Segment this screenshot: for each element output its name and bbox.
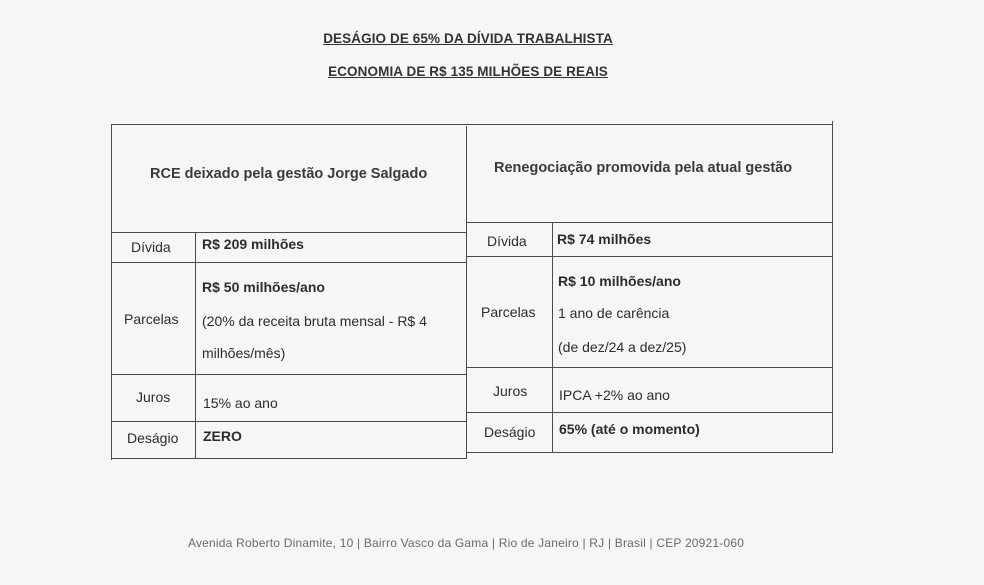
right-divida-label: Dívida — [487, 233, 527, 249]
left-desagio-value: ZERO — [203, 428, 242, 444]
left-parcelas-line-2: (20% da receita bruta mensal - R$ 4 — [202, 313, 427, 329]
right-row-line-3 — [466, 367, 833, 368]
left-juros-label: Juros — [136, 389, 171, 405]
right-desagio-value: 65% (até o momento) — [559, 421, 700, 437]
heading-line-2: ECONOMIA DE R$ 135 MILHÕES DE REAIS — [328, 64, 608, 79]
left-row-line-3 — [111, 374, 467, 375]
left-juros-value: 15% ao ano — [203, 395, 278, 411]
table-border-bottom-right — [466, 452, 833, 453]
footer-address: Avenida Roberto Dinamite, 10 | Bairro Vasco da Gama | Rio de Janeiro | RJ | Brasil | CEP 20921-060 — [188, 536, 745, 550]
right-parcelas-line-2: 1 ano de carência — [558, 305, 670, 321]
left-divida-value: R$ 209 milhões — [202, 236, 304, 252]
left-row-line-4 — [111, 421, 467, 422]
table-border-top — [111, 124, 833, 125]
left-column-header: RCE deixado pela gestão Jorge Salgado — [150, 166, 428, 182]
right-label-divider — [552, 223, 553, 453]
right-row-line-4 — [466, 412, 833, 413]
left-parcelas-line-3: milhões/mês) — [202, 345, 286, 361]
right-parcelas-line-1: R$ 10 milhões/ano — [558, 273, 681, 289]
table-border-bottom — [111, 458, 467, 459]
table-border-right — [832, 121, 833, 453]
right-juros-value: IPCA +2% ao ano — [559, 387, 670, 403]
right-row-line-2 — [466, 256, 833, 257]
table-center-divider — [466, 126, 467, 459]
right-desagio-label: Deságio — [484, 424, 536, 440]
left-label-divider — [195, 233, 196, 459]
table-border-left — [111, 124, 112, 460]
heading-line-1: DESÁGIO DE 65% DA DÍVIDA TRABALHISTA — [323, 31, 613, 46]
right-column-header: Renegociação promovida pela atual gestão — [494, 160, 793, 176]
left-desagio-label: Deságio — [127, 430, 179, 446]
left-row-line-1 — [111, 232, 467, 233]
right-divida-value: R$ 74 milhões — [557, 231, 652, 247]
left-row-line-2 — [111, 262, 467, 263]
left-parcelas-label: Parcelas — [124, 311, 179, 327]
right-parcelas-label: Parcelas — [481, 304, 536, 320]
left-divida-label: Dívida — [131, 239, 171, 255]
right-row-line-1 — [466, 222, 833, 223]
right-juros-label: Juros — [493, 383, 528, 399]
right-parcelas-line-3: (de dez/24 a dez/25) — [558, 339, 687, 355]
left-parcelas-line-1: R$ 50 milhões/ano — [202, 279, 325, 295]
